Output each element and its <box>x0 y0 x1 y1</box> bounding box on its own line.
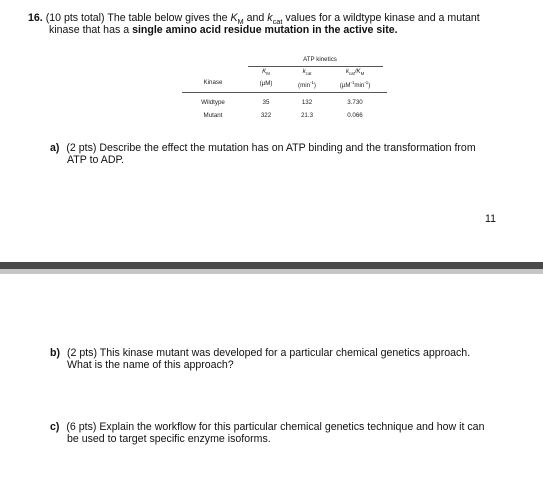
table-group-header: ATP kinetics <box>303 56 337 63</box>
header-kcat: $k_{cat}$ <box>302 68 312 77</box>
row-mutant-km: 322 <box>260 112 272 119</box>
question-c-line-2: be used to target specific enzyme isoforms. <box>67 433 271 445</box>
row-mutant-kcat: 21.3 <box>300 112 314 119</box>
row-mutant-kinase: Mutant <box>203 112 223 119</box>
page-number: 11 <box>485 213 496 225</box>
question-16-line-2: kinase that has a single amino acid residue mutation in the active site. <box>49 24 398 36</box>
question-c-line-1: c) (6 pts) Explain the workflow for this particular chemical genetics technique and how it can <box>50 421 485 433</box>
kinetics-table <box>0 0 543 140</box>
header-ratio: $k_{cat}/K_M$ <box>345 68 365 77</box>
header-rule <box>182 92 387 93</box>
page-break-dark <box>0 262 543 269</box>
header-ratio-unit: $(\mu M^{-1}\min^{-1})$ <box>339 80 371 90</box>
question-16-line-1: 16. (10 pts total) The table below gives the $K_M$ and $k_{cat}$ values for a wildtype kinase and a mutant <box>28 12 480 27</box>
header-kcat-unit: $(\min^{-1})$ <box>298 80 316 90</box>
question-points: (10 pts total) <box>45 12 105 24</box>
question-a-line-1: a) (2 pts) Describe the effect the mutation has on ATP binding and the transformation from <box>50 142 476 154</box>
header-km-unit: (µM) <box>259 80 273 87</box>
row-wildtype-kcat: 132 <box>301 99 313 106</box>
row-wildtype-km: 35 <box>262 99 270 106</box>
question-number: 16. <box>28 12 43 24</box>
row-wildtype-ratio: 3.730 <box>347 99 363 106</box>
question-a-line-2: ATP to ADP. <box>67 154 125 166</box>
row-mutant-ratio: 0.066 <box>347 112 363 119</box>
header-kinase: Kinase <box>203 79 223 86</box>
group-header-rule <box>248 66 383 67</box>
header-km: $K_M$ <box>262 68 270 77</box>
page-break-light <box>0 269 543 274</box>
question-b-line-1: b) (2 pts) This kinase mutant was developed for a particular chemical genetics approach. <box>50 347 471 359</box>
row-wildtype-kinase: Wildtype <box>201 99 225 106</box>
question-b-line-2: What is the name of this approach? <box>67 359 234 371</box>
